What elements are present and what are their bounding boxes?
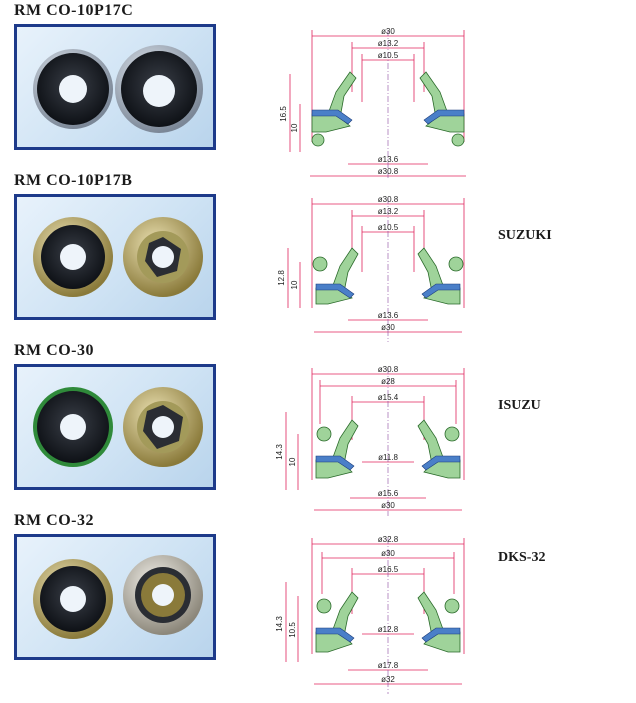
product-title-2: RM CO-10P17B [14,172,133,189]
seal-front-view [33,559,113,639]
seal-section-right [418,592,460,652]
seal-back-view [115,45,203,133]
dimension-label: ø11.8 [378,453,398,462]
dimension-label: ø13.6 [377,155,399,164]
seal-back-view [123,217,203,297]
dimension-label: ø30.8 [377,365,399,374]
dimension-label: ø16.5 [377,565,399,574]
product-photo-2 [14,194,216,320]
seal-front-view [33,217,113,297]
seal-section-left [316,592,358,652]
seal-section-right [418,420,460,478]
dimension-label: ø13.2 [377,39,399,48]
dimension-label: 12.8 [277,270,286,286]
product-photo-4 [14,534,216,660]
dimension-label: ø30 [381,549,395,558]
dimension-label: 16.5 [279,106,288,122]
dimension-label: ø15.4 [377,393,399,402]
technical-drawing-2 [268,192,490,348]
brand-label-2: SUZUKI [498,228,552,243]
product-photo-1 [14,24,216,150]
brand-label-3: ISUZU [498,398,541,413]
seal-back-view [123,387,203,467]
dimension-label: ø28 [381,377,395,386]
product-title-3: RM CO-30 [14,342,94,359]
seal-section-right [420,72,464,146]
dimension-label: ø13.2 [377,207,399,216]
dimension-label: ø13.6 [377,311,399,320]
seal-section-left [312,72,356,146]
dimension-label: ø17.8 [377,661,399,670]
dimension-label: 10 [290,280,299,290]
dimension-label: 14.3 [275,616,284,632]
dimension-label: 10 [288,457,297,467]
technical-drawing-4 [268,534,490,698]
dimension-label: ø32.8 [377,535,399,544]
dimension-label: 10 [290,123,299,133]
technical-drawing-3 [268,364,490,520]
technical-drawing-1 [268,22,490,182]
seal-back-view [123,555,203,635]
seal-front-view [33,49,113,129]
dimension-label: ø30 [381,323,395,332]
dimension-label: ø30 [381,501,395,510]
brand-label-4: DKS-32 [498,550,546,565]
seal-section-left [316,420,358,478]
dimension-label: ø30.8 [377,195,399,204]
dimension-label: ø32 [381,675,395,684]
product-photo-3 [14,364,216,490]
dimension-label: ø10.5 [377,223,399,232]
dimension-label: 10.5 [288,622,297,638]
dimension-label: ø30 [381,27,395,36]
seal-front-view [33,387,113,467]
seal-section-right [418,248,463,304]
dimension-label: ø30.8 [377,167,399,176]
product-title-1: RM CO-10P17C [14,2,134,19]
product-title-4: RM CO-32 [14,512,94,529]
dimension-label: ø15.6 [377,489,399,498]
dimension-label: ø10.5 [377,51,399,60]
seal-section-left [313,248,358,304]
dimension-label: 14.3 [275,444,284,460]
dimension-label: ø12.8 [377,625,399,634]
